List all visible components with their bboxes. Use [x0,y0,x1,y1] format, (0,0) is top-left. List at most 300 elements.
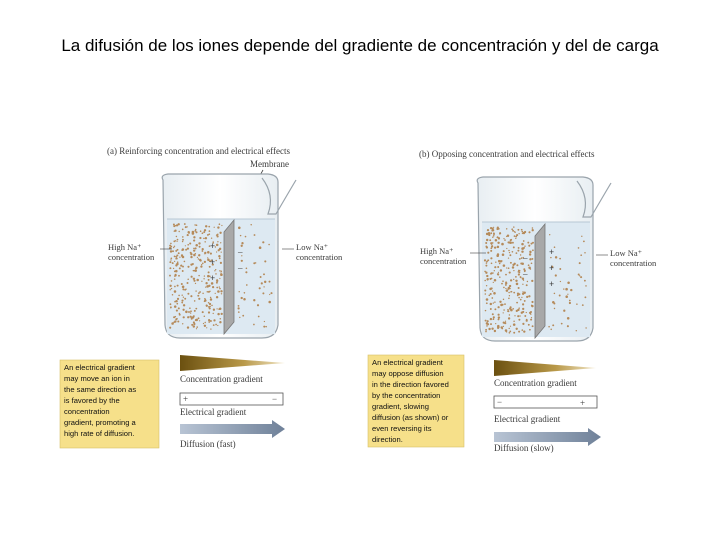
particle [497,236,499,238]
particle [504,303,506,305]
particle [243,298,246,301]
particle [170,289,171,290]
particle [174,305,177,308]
particle [493,282,494,283]
particle [187,279,189,281]
particle [204,301,205,302]
particle [506,248,507,249]
particle [491,328,493,330]
particle [526,296,528,298]
particle [527,242,529,244]
particle [503,326,504,327]
particle [183,304,185,306]
particle [209,291,210,292]
particle [210,320,212,322]
particle [516,264,518,266]
particle [210,253,212,255]
particle [195,283,196,284]
particle [506,289,509,292]
particle [505,282,507,284]
particle [570,289,572,291]
particle [178,275,180,277]
particle [516,310,518,312]
particle [515,280,517,282]
particle [494,301,496,303]
particle [493,292,496,295]
particle [204,325,206,327]
particle [516,234,518,236]
particle [193,321,195,323]
particle [490,293,492,295]
callout-a [60,360,159,448]
particle [518,273,520,275]
particle [521,297,522,298]
particle [521,243,524,246]
particle [511,291,513,293]
particle [485,310,486,311]
particle [214,270,215,271]
particle [497,306,499,308]
particle [486,275,488,277]
particle [508,257,509,258]
particle [201,281,202,282]
particle [559,295,561,297]
particle [174,271,176,273]
particle [220,273,223,276]
particle [174,278,176,280]
particle [195,267,197,269]
particle [520,254,521,255]
particle [530,314,531,315]
particle [210,298,212,300]
particle [521,329,523,331]
particle [195,319,198,322]
particle [508,317,510,319]
particle [206,327,207,328]
particle [173,247,174,248]
particle [532,242,534,244]
particle [170,307,171,308]
particle [520,299,522,301]
particle [217,325,218,326]
particle [187,247,189,249]
particle [493,302,494,303]
membrane-b-minus-1: – [523,253,528,263]
membrane-b-sign-1: + [549,247,555,257]
particle [239,291,240,292]
particle [516,302,518,304]
particle [204,261,206,263]
particle [516,328,518,330]
particle [187,244,189,246]
particle [503,309,505,311]
particle [578,247,580,249]
panel-a [60,146,343,449]
particle [508,241,510,243]
particle [495,261,496,262]
particle [584,296,586,298]
particle [521,229,523,231]
low-na-conc-label-b: concentration [610,258,657,268]
particle [205,225,207,227]
particle [567,281,570,284]
particle [484,271,486,273]
particle [169,303,171,305]
particle [498,272,499,273]
particle [208,302,210,304]
particle [508,292,510,294]
particle [567,294,568,295]
particle [215,324,217,326]
particle [208,226,210,228]
particle [205,282,207,284]
particle [208,321,210,323]
particle [218,255,220,257]
low-na-label-a: Low Na⁺ [296,242,329,252]
particle [491,287,493,289]
particle [189,242,191,244]
high-na-conc-label-a: concentration [108,252,155,262]
particle [204,241,205,242]
particle [176,263,179,266]
particle [191,324,193,326]
electrical-left-sign-b: − [497,397,503,407]
particle [499,263,501,265]
particle [522,284,523,285]
particle [484,280,486,282]
particle [487,259,489,261]
particle [211,305,213,307]
slide-title: La difusión de los iones depende del gradiente de concentración y del de carga [61,36,659,55]
particle [204,252,206,254]
particle [519,315,521,317]
particle [262,292,264,294]
particle [197,257,198,258]
particle [238,311,240,313]
particle [210,328,211,329]
particle [190,312,191,313]
particle [491,228,493,230]
particle [510,326,511,327]
particle [528,324,530,326]
particle [498,228,500,230]
particle [176,310,178,312]
particle [219,232,221,234]
svg-text:An electrical gradient: An electrical gradient may move an ion in the same direction as is favored by the concentration gradient, promoting a high rate of diffusion. [64,363,137,438]
particle [528,245,530,247]
particle [486,233,489,236]
particle [193,236,195,238]
particle [215,293,216,294]
particle [485,320,487,322]
particle [485,265,487,267]
particle [198,258,199,259]
particle [174,320,176,322]
particle [522,232,524,234]
particle [550,257,551,258]
particle [491,245,493,247]
particle [523,240,525,242]
membrane-b-sign-3: + [549,279,555,289]
particle [523,280,524,281]
particle [203,323,204,324]
particle [526,312,527,313]
particle [484,289,486,291]
particle [503,238,504,239]
particle [555,256,557,258]
particle [219,307,222,310]
high-na-label-a: High Na⁺ [108,242,142,252]
particle [269,281,271,283]
particle [503,287,505,289]
particle [178,231,179,232]
particle [489,239,491,241]
membrane-a-sign-3: + [210,273,216,283]
particle [202,311,204,313]
particle [219,321,221,323]
particle [182,256,185,259]
particle [585,285,587,287]
particle [202,248,204,250]
particle [497,246,500,249]
particle [513,246,515,248]
membrane-a-minus-2: – [238,263,243,273]
particle [583,240,585,242]
membrane-a [224,220,234,334]
particle [177,261,179,263]
particle [531,262,533,264]
particle [183,289,184,290]
particle [554,308,555,309]
particle [199,246,201,248]
diffusion-arrow-a [180,420,285,438]
particle [201,264,202,265]
particle [193,278,195,280]
particle [528,295,530,297]
particle [522,323,524,325]
particle [518,270,520,272]
particle [550,329,552,331]
particle [219,288,221,290]
particle [192,231,195,234]
particle [246,284,248,286]
particle [491,278,493,280]
particle [184,223,186,225]
particle [216,296,218,298]
particle [518,319,520,321]
particle [177,241,178,242]
particle [174,301,176,303]
particle [559,268,561,270]
particle [529,258,531,260]
particle [485,331,487,333]
concentration-gradient-label-a: Concentration gradient [180,374,263,384]
particle [219,278,220,279]
particle [194,270,196,272]
particle [187,266,189,268]
particle [531,301,533,303]
particle [209,230,211,232]
particle [204,315,206,317]
particle [529,253,531,255]
particle [204,275,205,276]
particle [270,292,272,294]
high-na-label-b: High Na⁺ [420,246,454,256]
particle [524,300,526,302]
particle [221,270,223,272]
particle [182,241,183,242]
callout-b [368,355,464,447]
particle [181,265,182,266]
particle [210,306,211,307]
particle [182,270,184,272]
particle [487,252,489,254]
particle [503,264,506,267]
particle [263,326,265,328]
particle [519,272,521,274]
particle [196,279,199,282]
particle [208,285,210,287]
particle [221,251,222,252]
particle [174,246,175,247]
particle [503,322,505,324]
particle [513,226,514,227]
particle [269,294,270,295]
particle [569,300,571,302]
particle [548,326,550,328]
particle [208,311,210,313]
particle [513,292,515,294]
particle [565,288,568,291]
particle [485,242,487,244]
particle [195,308,197,310]
particle [511,228,513,230]
particle [561,323,563,325]
particle [522,303,524,305]
particle [512,266,514,268]
particle [182,286,185,289]
particle [219,270,220,271]
particle [495,323,496,324]
particle [244,292,246,294]
particle [199,320,200,321]
particle [239,317,240,318]
particle [178,307,180,309]
particle [193,325,195,327]
particle [510,279,512,281]
particle [205,237,207,239]
particle [220,262,222,264]
particle [217,226,219,228]
panel-b-heading: (b) Opposing concentration and electrical effects [419,149,595,159]
particle [524,245,525,246]
particle [513,320,515,322]
particle [491,297,493,299]
particle [493,233,495,235]
particle [176,236,177,237]
particle [264,281,266,283]
particle [514,315,515,316]
particle [220,242,221,243]
particle [485,329,487,331]
particle [176,254,178,256]
particle [182,266,184,268]
particle [194,310,196,312]
particle [190,256,192,258]
particle [187,226,188,227]
particle [509,295,510,296]
particle [567,317,570,320]
particle [189,307,191,309]
particle [518,293,520,295]
particle [501,283,503,285]
particle [563,288,564,289]
particle [518,307,520,309]
particle [185,245,186,246]
particle [262,241,264,243]
particle [254,234,256,236]
particle [490,232,492,234]
particle [515,276,517,278]
particle [509,254,511,256]
particle [486,302,488,304]
particle [221,293,222,294]
particle [238,227,241,230]
particle [529,251,531,253]
particle [576,330,577,331]
particle [184,261,186,263]
particle [268,244,270,246]
particle [491,262,493,264]
particle [513,270,514,271]
particle [203,238,205,240]
particle [199,254,200,255]
particle [505,329,508,332]
particle [194,230,195,231]
particle [176,224,178,226]
particle [204,298,205,299]
particle [174,230,176,232]
particle [486,298,489,301]
particle [514,235,516,237]
particle [500,326,502,328]
particle [509,252,510,253]
particle [513,323,516,326]
particle [173,268,174,269]
particle [177,239,179,241]
particle [532,227,534,229]
particle [507,310,509,312]
particle [217,233,219,235]
particle [512,230,514,232]
membrane-label: Membrane [250,159,289,169]
particle [213,324,215,326]
particle [241,260,243,262]
electrical-gradient-label-a: Electrical gradient [180,407,247,417]
particle [503,299,504,300]
particle [170,257,172,259]
particle [220,318,222,320]
particle [509,314,510,315]
particle [490,308,492,310]
particle [578,273,580,275]
particle [530,268,532,270]
particle [195,290,196,291]
membrane-b [535,224,545,338]
particle [187,282,189,284]
particle [169,275,171,277]
particle [209,307,211,309]
